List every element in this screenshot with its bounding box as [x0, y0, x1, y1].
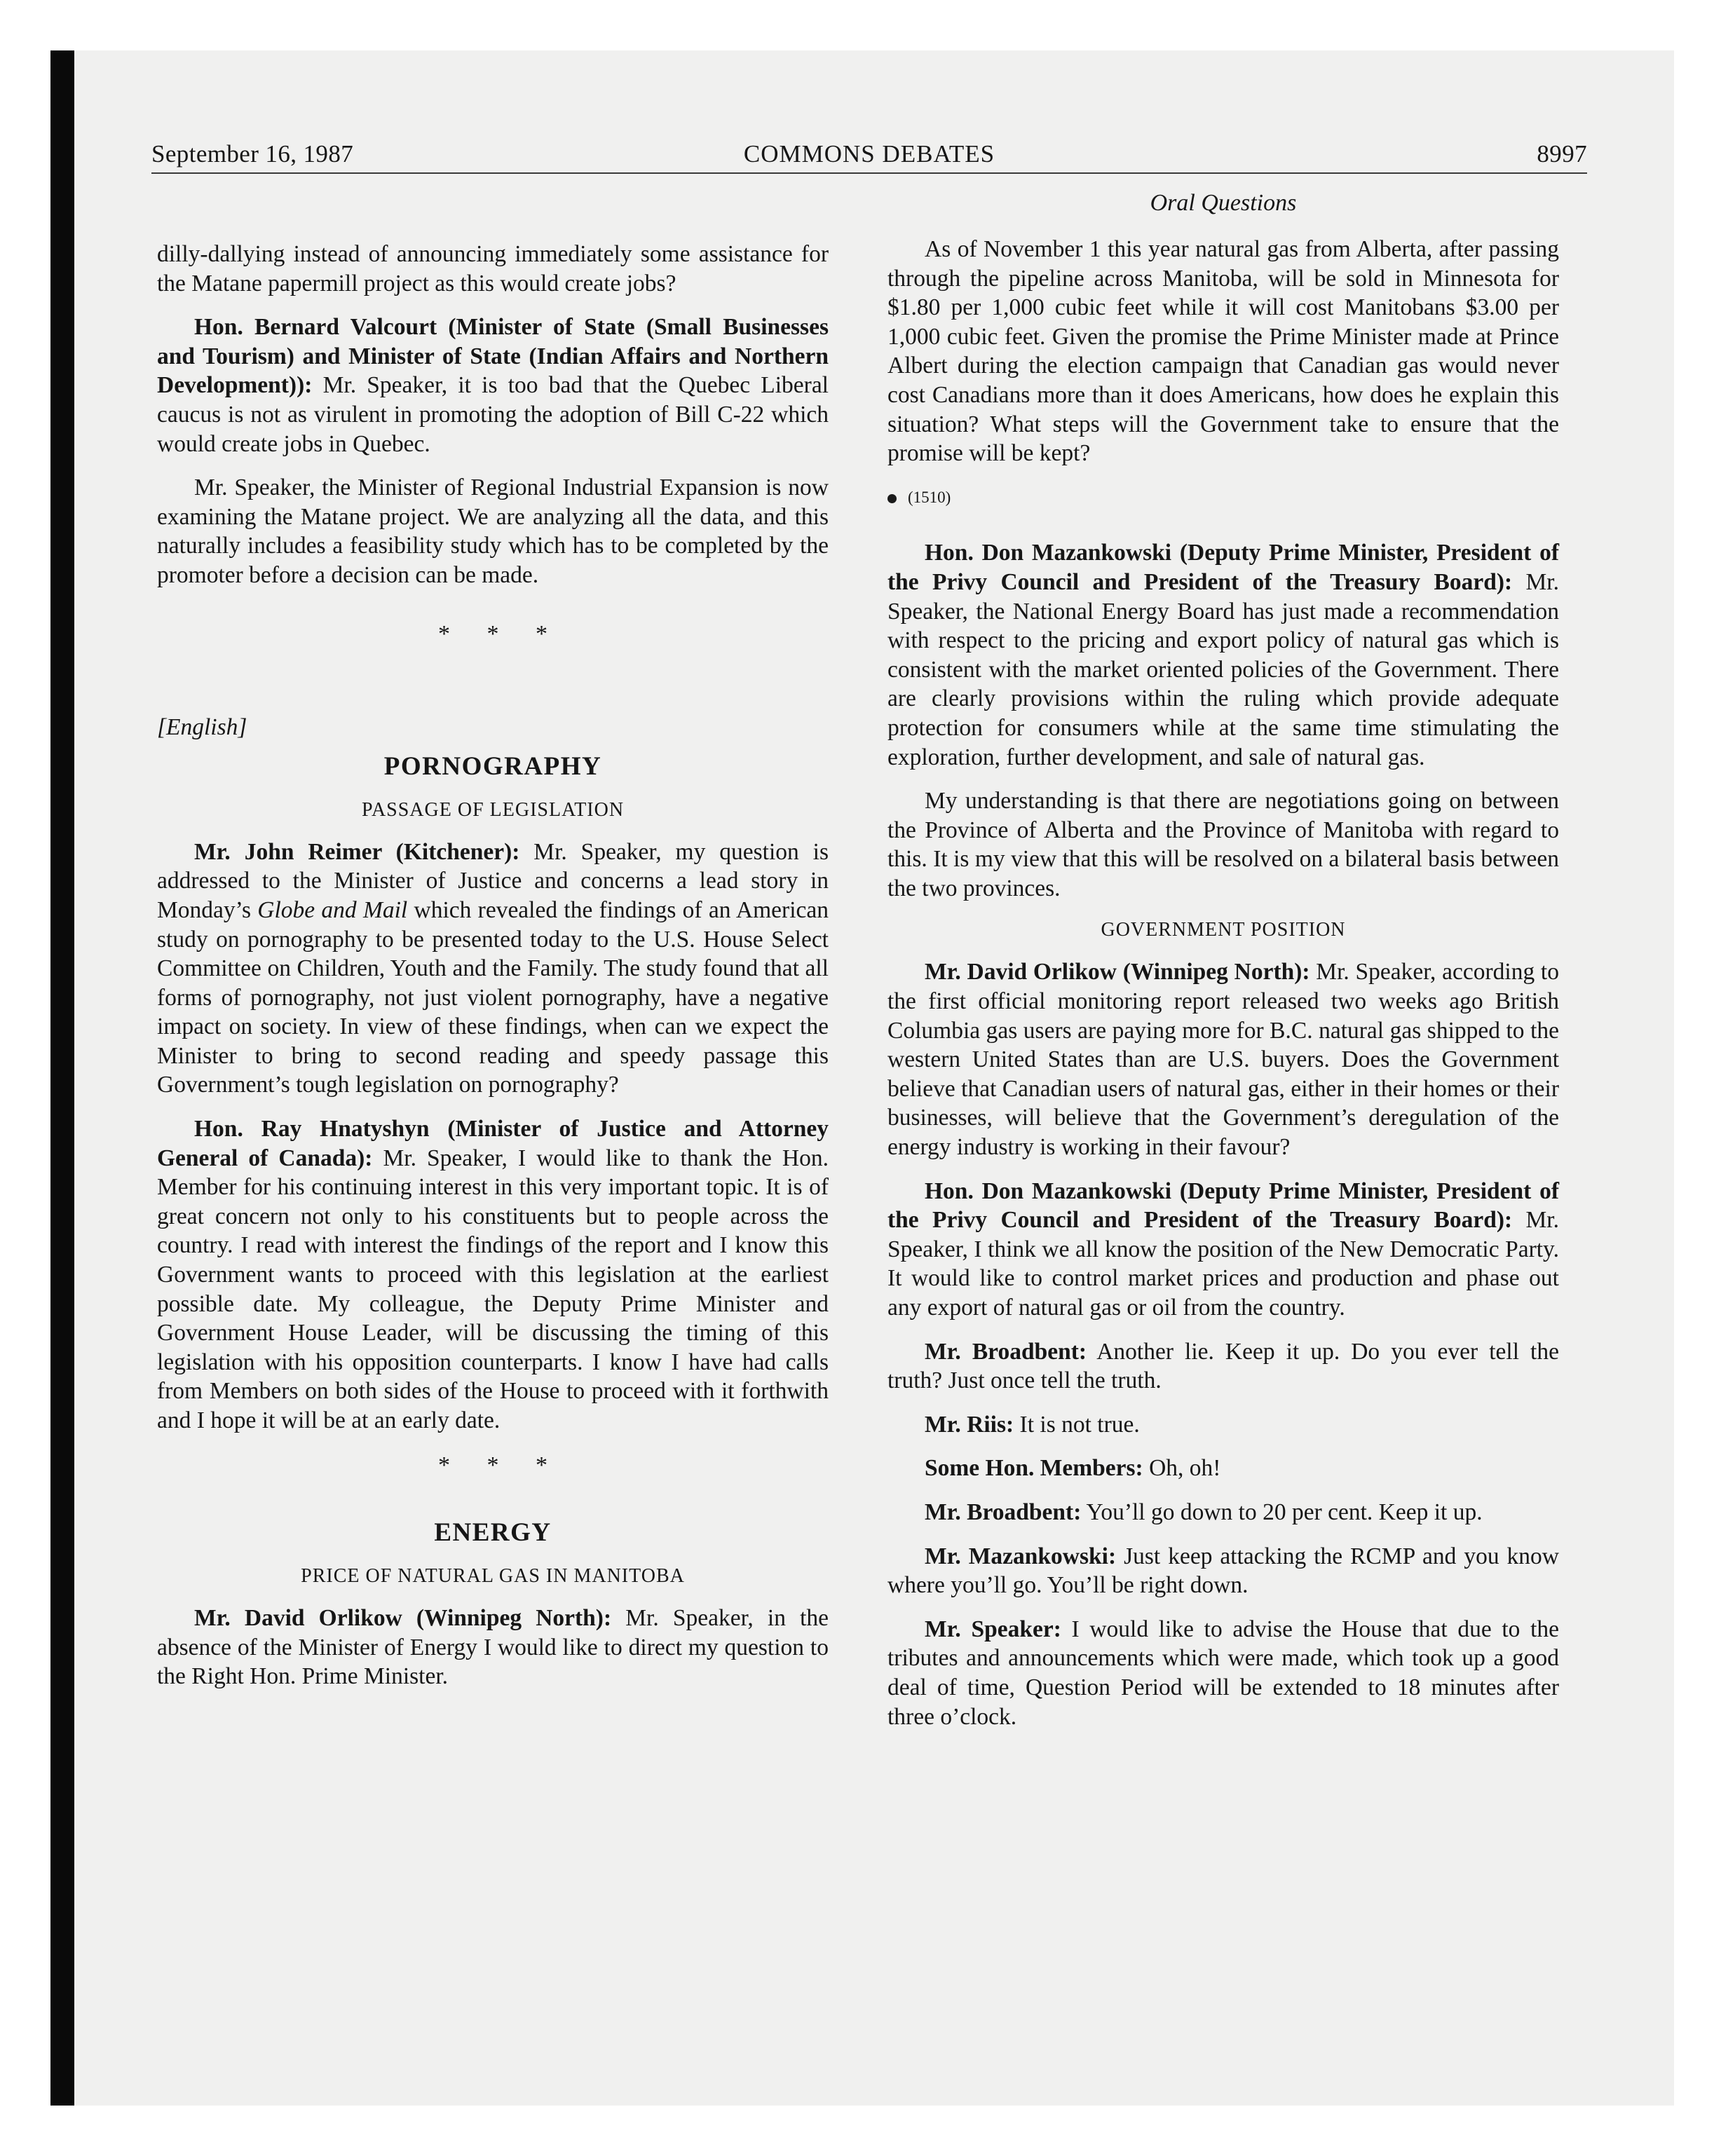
paragraph: dilly-dallying instead of announcing immediately some assistance for the Matane papermill project as this would create jobs?: [157, 241, 829, 296]
speech-text: I would like to advise the House that due to the tributes and announcements which were made, which took up a good deal of time, Question Period will be extended to 18 minutes after three o’clock.: [887, 1616, 1559, 1730]
time-marker: [887, 483, 1559, 512]
section-heading: ENERGY: [434, 1518, 552, 1548]
speech-text: Another lie. Keep it up. Do you ever tell the truth? Just once tell the truth.: [887, 1338, 1559, 1394]
speaker-name: Mr. Mazankowski:: [925, 1543, 1117, 1569]
speech-text: Oh, oh!: [1143, 1455, 1221, 1482]
speech-text: Mr. Speaker, I think we all know the position of the New Democratic Party. It would like to control market prices and production and phase out any export of natural gas or oil from the country.: [887, 1207, 1559, 1321]
publication-title: Globe and Mail: [257, 896, 408, 923]
header-title: COMMONS DEBATES: [743, 140, 995, 168]
header-rule: [151, 172, 1587, 174]
paragraph: [887, 1615, 1559, 1731]
speech-text: Mr. Speaker, according to the first official monitoring report released two weeks ago British Columbia gas users are paying more for B.C. natural gas shipped to the western United States than are U.S. buyers. Does the Government believe that Canadian users of natural gas, either in their homes or their businesses, will believe that the Government’s deregulation of the energy industry is working in their favour?: [887, 959, 1559, 1161]
paragraph: [887, 1498, 1559, 1527]
section-heading: PORNOGRAPHY: [383, 751, 602, 781]
speech-text: It is not true.: [1014, 1411, 1140, 1438]
speech-text: Mr. Speaker, I would like to thank the Hon. Member for his continuing interest in this very important topic. It is of great concern not only to his constituents but to people across the country. I read with interest the findings of the report and I know this Government wants to proceed with this legislation at the earliest possible date. My colleague, the Deputy Prime Minister and Government House Leader, will be discussing the timing of this legislation with his opposition counterparts. I know I have had calls from Members on both sides of the House to proceed with it forthwith and I hope it will be at an early date.: [157, 1145, 829, 1433]
section-subheading: GOVERNMENT POSITION: [1101, 919, 1346, 941]
speech-text: Just keep attacking the RCMP and you know where you’ll go. You’ll be right down.: [887, 1543, 1559, 1599]
section-label: Oral Questions: [1150, 190, 1297, 216]
speaker-name: Mr. Speaker:: [925, 1616, 1061, 1642]
time-marker-text: (1510): [908, 488, 951, 506]
paragraph: [157, 1604, 829, 1691]
right-column: [887, 188, 1559, 1746]
paragraph: My understanding is that there are negotiations going on between the Province of Alberta and the Province of Manitoba with regard to this. It is my view that this will be resolved on a bilateral basis between the two provinces.: [887, 788, 1559, 901]
paragraph: [887, 538, 1559, 772]
paragraph: [157, 838, 829, 1100]
paragraph: [887, 957, 1559, 1161]
paragraph: As of November 1 this year natural gas from Alberta, after passing through the pipeline across Manitoba, will be sold in Minnesota for $1.80 per 1,000 cubic feet while it will cost Manitobans $3.00 per 1,000 cubic feet. Given the promise the Prime Minister made at Prince Albert during the election campaign that Canadian gas would never cost Canadians more than it does Americans, how does he explain this situation? What steps will the Government take to ensure that the promise will be kept?: [887, 236, 1559, 467]
speaker-name: Mr. David Orlikow (Winnipeg North):: [194, 1605, 612, 1632]
language-tag: [English]: [157, 714, 247, 741]
scan-edge: [50, 50, 74, 2106]
section-separator: * * *: [438, 620, 563, 647]
speech-text: which revealed the findings of an American study on pornography to be presented today to the U.S. House Select Committee on Children, Youth and the Family. The study found that all forms of pornography, not just violent pornography, have a negative impact on society. In view of these findings, when can we expect the Minister to bring to second reading and speedy passage this Government’s tough legislation on pornography?: [157, 896, 829, 1098]
speech-text: Mr. Speaker, in the absence of the Minister of Energy I would like to direct my question to the Right Hon. Prime Minister.: [157, 1605, 829, 1690]
section-subheading: PRICE OF NATURAL GAS IN MANITOBA: [301, 1565, 685, 1588]
paragraph: [887, 1337, 1559, 1396]
speaker-name: Hon. Don Mazankowski (Deputy Prime Minister, President of the Privy Council and President of the Treasury Board):: [887, 540, 1559, 595]
header-date: September 16, 1987: [151, 140, 354, 168]
paragraph: [157, 1114, 829, 1435]
speaker-name: Hon. Ray Hnatyshyn (Minister of Justice and Attorney General of Canada):: [157, 1116, 829, 1171]
speaker-name: Mr. Broadbent:: [925, 1499, 1082, 1525]
section-subheading: PASSAGE OF LEGISLATION: [361, 798, 625, 821]
paragraph: [887, 1410, 1559, 1440]
speech-text: You’ll go down to 20 per cent. Keep it up.: [1081, 1499, 1483, 1525]
section-separator: * * *: [438, 1452, 563, 1478]
running-header: [151, 137, 1587, 171]
speaker-name: Hon. Don Mazankowski (Deputy Prime Minister, President of the Privy Council and President of the Treasury Board):: [887, 1178, 1559, 1234]
speech-text: Mr. Speaker, the National Energy Board has just made a recommendation with respect to the pricing and export policy of natural gas which is consistent with the market oriented policies of the Government. There are clearly provisions within the ruling which provide adequate protection for consumers while at the same time stimulating the exploration, further development, and sale of natural gas.: [887, 568, 1559, 770]
speech-text: Mr. Speaker, it is too bad that the Quebec Liberal caucus is not as virulent in promoting the adoption of Bill C-22 which would create jobs in Quebec.: [157, 372, 829, 457]
bullet-icon: [887, 494, 897, 503]
paragraph: [887, 1542, 1559, 1600]
paragraph: Mr. Speaker, the Minister of Regional Industrial Expansion is now examining the Matane project. We are analyzing all the data, and this naturally includes a feasibility study which has to be completed by the promoter before a decision can be made.: [157, 475, 829, 588]
paragraph: [887, 1177, 1559, 1323]
speech-text: Mr. Speaker, my question is addressed to the Minister of Justice and concerns a lead story in Monday’s: [157, 838, 829, 923]
speaker-name: Mr. Broadbent:: [925, 1338, 1087, 1365]
left-column: [157, 240, 829, 1706]
speaker-name: Mr. David Orlikow (Winnipeg North):: [925, 959, 1310, 985]
speaker-name: Some Hon. Members:: [925, 1455, 1143, 1482]
speaker-name: Mr. John Reimer (Kitchener):: [194, 838, 520, 865]
paragraph: [887, 1454, 1559, 1483]
header-page-number: 8997: [1537, 140, 1587, 168]
speaker-name: Mr. Riis:: [925, 1411, 1014, 1438]
paragraph: [157, 313, 829, 458]
speaker-name: Hon. Bernard Valcourt (Minister of State (Small Businesses and Tourism) and Minister of State (Indian Affairs and Northern Development)):: [157, 314, 829, 399]
